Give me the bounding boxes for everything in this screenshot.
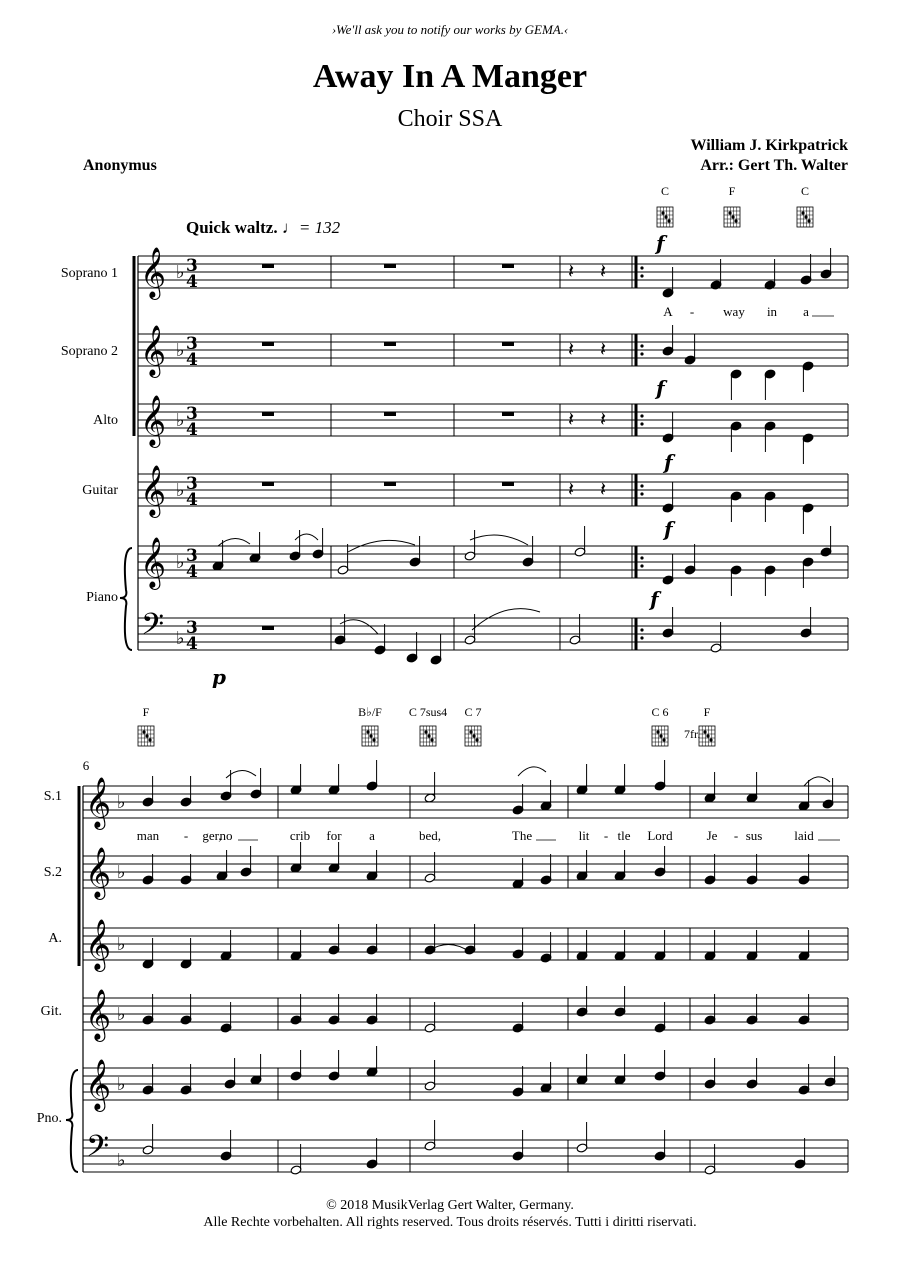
- lyric-syllable: crib: [289, 828, 311, 843]
- lyric-syllable: man: [136, 828, 160, 843]
- time-sig-bottom: 4: [186, 634, 198, 654]
- quarter-note-icon: ♩: [281, 218, 299, 237]
- whole-rest-icon: [384, 412, 396, 416]
- finger-dot: [661, 211, 664, 214]
- time-sig-bottom: 4: [186, 272, 198, 292]
- chord-symbol: F: [728, 184, 736, 198]
- whole-rest-icon: [262, 626, 274, 630]
- dynamic-marking: f: [664, 517, 673, 541]
- repeat-dot: [640, 564, 643, 567]
- lyric-syllable: tle: [617, 828, 631, 843]
- quarter-rest-icon: 𝄽: [600, 259, 607, 283]
- key-flat-icon: ♭: [176, 552, 185, 573]
- time-sig-top: 3: [186, 546, 198, 566]
- lyric-syllable: laid: [794, 828, 814, 843]
- lyric-syllable: in: [766, 304, 778, 319]
- whole-rest-icon: [502, 342, 514, 346]
- time-sig-top: 3: [186, 404, 198, 424]
- key-flat-icon: ♭: [117, 792, 126, 813]
- finger-dot: [475, 738, 478, 741]
- repeat-dot: [640, 422, 643, 425]
- repeat-dot: [640, 352, 643, 355]
- key-flat-icon: ♭: [117, 1074, 126, 1095]
- whole-rest-icon: [262, 342, 274, 346]
- dynamic-marking: f: [656, 376, 665, 400]
- piano-brace: [66, 1070, 78, 1172]
- lyric-syllable: -: [689, 304, 695, 319]
- time-sig-bottom: 4: [186, 420, 198, 440]
- slur: [518, 767, 546, 776]
- whole-rest-icon: [262, 412, 274, 416]
- instrument-label: Soprano 2: [60, 344, 118, 359]
- key-flat-icon: ♭: [176, 340, 185, 361]
- lyric-syllable: lit: [578, 828, 590, 843]
- chord-symbol: F: [142, 705, 150, 719]
- finger-dot: [372, 738, 375, 741]
- gema-notice: ›We'll ask you to notify our works by GEMA.‹: [331, 22, 569, 37]
- finger-dot: [148, 738, 151, 741]
- composer-name: William J. Kirkpatrick: [690, 137, 848, 154]
- time-sig-top: 3: [186, 256, 198, 276]
- dynamic-marking: p: [212, 665, 226, 689]
- finger-dot: [142, 730, 145, 733]
- key-flat-icon: ♭: [117, 1004, 126, 1025]
- treble-clef-icon: 𝄞: [85, 1059, 112, 1110]
- tempo-bpm: = 132: [298, 218, 341, 237]
- time-sig-top: 3: [186, 474, 198, 494]
- finger-dot: [430, 738, 433, 741]
- instrument-label: Pno.: [36, 1111, 62, 1126]
- lyric-syllable: bed,: [418, 828, 442, 843]
- repeat-dot: [640, 484, 643, 487]
- time-sig-top: 3: [186, 334, 198, 354]
- finger-dot: [734, 219, 737, 222]
- dynamic-marking: f: [656, 231, 665, 255]
- copyright-line: © 2018 MusikVerlag Gert Walter, Germany.: [326, 1198, 574, 1213]
- slur: [340, 620, 378, 634]
- lyric-syllable: Lord: [647, 828, 673, 843]
- instrument-label: Git.: [40, 1004, 62, 1019]
- quarter-rest-icon: 𝄽: [600, 337, 607, 361]
- lyric-syllable: a: [369, 828, 375, 843]
- piano-brace: [120, 548, 132, 650]
- chord-symbol: C: [660, 184, 670, 198]
- treble-clef-icon: 𝄞: [85, 847, 112, 898]
- instrument-label: Soprano 1: [60, 266, 118, 281]
- treble-clef-icon: 𝄞: [140, 247, 167, 298]
- lyric-syllable: ger,: [202, 828, 222, 843]
- finger-dot: [709, 738, 712, 741]
- treble-clef-icon: 𝄞: [140, 325, 167, 376]
- time-sig-bottom: 4: [186, 490, 198, 510]
- lyric-syllable: A: [663, 304, 673, 319]
- repeat-dot: [640, 344, 643, 347]
- slur: [295, 534, 318, 540]
- quarter-rest-icon: 𝄽: [568, 259, 575, 283]
- quarter-rest-icon: 𝄽: [568, 337, 575, 361]
- lyric-syllable: Je: [706, 828, 718, 843]
- finger-dot: [656, 730, 659, 733]
- finger-dot: [703, 730, 706, 733]
- whole-rest-icon: [502, 412, 514, 416]
- lyric-syllable: -: [183, 828, 189, 843]
- instrument-label: Guitar: [82, 483, 118, 498]
- repeat-dot: [640, 492, 643, 495]
- key-flat-icon: ♭: [176, 262, 185, 283]
- lyric-syllable: The: [511, 828, 533, 843]
- quarter-rest-icon: 𝄽: [568, 477, 575, 501]
- tempo-text: Quick waltz.: [186, 218, 278, 237]
- key-flat-icon: ♭: [176, 628, 185, 649]
- whole-rest-icon: [384, 482, 396, 486]
- repeat-dot: [640, 636, 643, 639]
- finger-dot: [728, 211, 731, 214]
- arranger-name: Arr.: Gert Th. Walter: [700, 157, 848, 174]
- slur: [472, 609, 540, 630]
- whole-rest-icon: [262, 264, 274, 268]
- chord-symbol: F: [703, 705, 711, 719]
- finger-dot: [366, 730, 369, 733]
- treble-clef-icon: 𝄞: [140, 537, 167, 588]
- key-flat-icon: ♭: [117, 934, 126, 955]
- treble-clef-icon: 𝄞: [85, 777, 112, 828]
- fret-position-label: 7fr.: [684, 727, 701, 741]
- key-flat-icon: ♭: [117, 862, 126, 883]
- instrument-label: S.1: [43, 789, 62, 804]
- finger-dot: [469, 730, 472, 733]
- chord-symbol: B♭/F: [358, 705, 382, 719]
- finger-dot: [662, 738, 665, 741]
- chord-symbol: C 7sus4: [408, 705, 448, 719]
- treble-clef-icon: 𝄞: [85, 989, 112, 1040]
- lyric-syllable: a: [803, 304, 809, 319]
- quarter-rest-icon: 𝄽: [568, 407, 575, 431]
- finger-dot: [804, 215, 807, 218]
- whole-rest-icon: [384, 342, 396, 346]
- rights-line: Alle Rechte vorbehalten. All rights reserved. Tous droits réservés. Tutti i diritti riservati.: [203, 1215, 697, 1230]
- repeat-dot: [640, 414, 643, 417]
- finger-dot: [659, 734, 662, 737]
- bass-clef-icon: 𝄢: [86, 1130, 110, 1171]
- instrument-label: A.: [48, 931, 62, 946]
- finger-dot: [369, 734, 372, 737]
- lyric-syllable: -: [603, 828, 609, 843]
- treble-clef-icon: 𝄞: [85, 919, 112, 970]
- footer: [0, 1197, 900, 1231]
- finger-dot: [664, 215, 667, 218]
- key-flat-icon: ♭: [176, 480, 185, 501]
- lyric-syllable: sus: [745, 828, 763, 843]
- lyricist-name: Anonymus: [83, 157, 157, 174]
- slur: [804, 777, 830, 786]
- quarter-rest-icon: 𝄽: [600, 407, 607, 431]
- finger-dot: [667, 219, 670, 222]
- treble-clef-icon: 𝄞: [140, 395, 167, 446]
- repeat-dot: [640, 628, 643, 631]
- instrument-label: Alto: [93, 413, 118, 428]
- key-flat-icon: ♭: [176, 410, 185, 431]
- finger-dot: [427, 734, 430, 737]
- finger-dot: [807, 219, 810, 222]
- whole-rest-icon: [502, 264, 514, 268]
- lyric-syllable: no: [219, 828, 233, 843]
- whole-rest-icon: [502, 482, 514, 486]
- treble-clef-icon: 𝄞: [140, 465, 167, 516]
- lyric-syllable: way: [723, 304, 745, 319]
- key-flat-icon: ♭: [117, 1150, 126, 1171]
- chord-symbol: C 7: [464, 705, 482, 719]
- instrument-label: Piano: [86, 590, 118, 605]
- slur: [470, 535, 528, 545]
- time-sig-bottom: 4: [186, 562, 198, 582]
- quarter-rest-icon: 𝄽: [600, 477, 607, 501]
- chord-symbol: C 6: [651, 705, 669, 719]
- finger-dot: [145, 734, 148, 737]
- finger-dot: [472, 734, 475, 737]
- dynamic-marking: f: [664, 450, 673, 474]
- slur: [430, 944, 470, 952]
- bass-clef-icon: 𝄢: [141, 608, 165, 649]
- chord-symbol: C: [800, 184, 810, 198]
- whole-rest-icon: [384, 264, 396, 268]
- whole-rest-icon: [262, 482, 274, 486]
- finger-dot: [731, 215, 734, 218]
- repeat-dot: [640, 556, 643, 559]
- finger-dot: [801, 211, 804, 214]
- finger-dot: [706, 734, 709, 737]
- score-subtitle: Choir SSA: [397, 106, 503, 132]
- measure-number: 6: [82, 758, 90, 773]
- lyric-syllable: for: [326, 828, 342, 843]
- time-sig-top: 3: [186, 618, 198, 638]
- finger-dot: [424, 730, 427, 733]
- repeat-dot: [640, 266, 643, 269]
- lyric-syllable: -: [733, 828, 739, 843]
- instrument-label: S.2: [43, 865, 62, 880]
- repeat-dot: [640, 274, 643, 277]
- time-sig-bottom: 4: [186, 350, 198, 370]
- dynamic-marking: f: [650, 587, 659, 611]
- score-title: Away In A Manger: [312, 58, 588, 95]
